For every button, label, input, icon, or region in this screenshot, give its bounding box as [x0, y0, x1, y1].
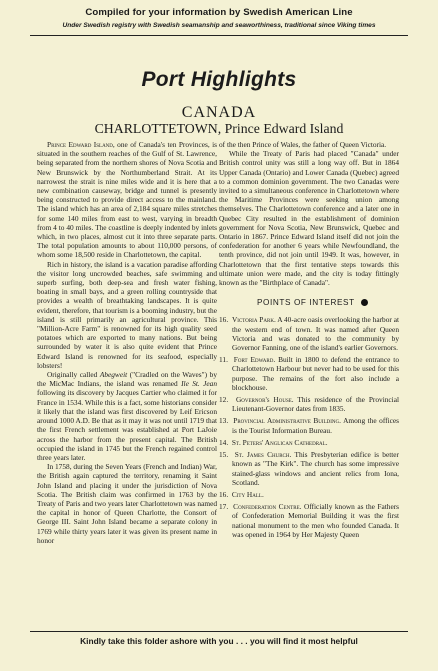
right-column [219, 140, 399, 542]
poi-item [219, 416, 399, 434]
poi-text: Officially known as the Fathers of Confederation Memorial Building it was the first national monument to the men who founded Canada. It was opened in 1964 by Her Majesty Queen [232, 502, 400, 539]
poi-name: St. James Church. [234, 450, 292, 460]
poi-name: St. Peters' Anglican Cathedral. [231, 437, 328, 447]
top-divider [30, 35, 408, 36]
poi-item [219, 315, 399, 352]
page-title: Port Highlights [141, 68, 297, 91]
poi-text: Built in 1800 to defend the entrance to Charlottetown Harbour but never had to be used for this purpose. The remains of the fort also include a blockhouse. [232, 355, 399, 392]
poi-text: A 40-acre oasis overlooking the harbor at the western end of town. It was named after Queen Victoria and was donated to the community by Governor Fanning, one of the island's earlier Governors. [232, 315, 399, 353]
poi-text: This Presbyterian edifice is better known as "The Kirk". The church has some impressive stained-glass windows and ancient relics from Iona, Scotland. [232, 450, 400, 487]
history-text-b: ("Cradled on the Waves") by the MicMac Indians, the island was renamed [37, 370, 218, 389]
poi-number: 15. [219, 450, 229, 460]
header-registry-line: Under Swedish registry with Swedish seamanship and seaworthiness, traditional since Viking times [62, 22, 376, 29]
poi-text: This residence of the Provincial Lieutenant-Governor dates from 1835. [232, 395, 400, 414]
confederation-paragraph: While the Treaty of Paris had placed "Canada" under British control unity was still a long way off. But in 1864 Upper Canada (Ontario) and Lower Canada (Quebec) agreed to a common dominion government. The two Canadas were invited to a simultaneous conference in Charlottetown where the Maritime Provinces were seeking union among themselves. The Charlottetown conference and a later one in Quebec City resulted in the establishment of dominion government for Nova Scotia, New Brunswick, Quebec and Ontario in 1867. Prince Edward Island itself did not join the confederation for another 6 years while Newfoundland, the tenth province, did not join until 1949. It was, however, in Charlottetown that the first tentative steps towards this ultimate union were made, and the city is today fittingly known as the "Birthplace of Canada". [219, 149, 399, 288]
bottom-divider [30, 631, 408, 632]
continued-paragraph: of the then Prince of Wales, the father of Queen Victoria. [219, 140, 387, 149]
history-italic-b: Ile St. Jean [181, 379, 217, 389]
poi-text: Among the offices is the Tourist Information Bureau. [232, 416, 400, 435]
intro-lead: Prince Edward Island [47, 140, 113, 149]
poi-name: Victoria Park. [231, 315, 276, 325]
poi-item [219, 490, 399, 499]
poi-item [219, 502, 399, 539]
poi-item [219, 395, 399, 413]
poi-item [219, 355, 399, 392]
british-paragraph: In 1758, during the Seven Years (French and Indian) War, the British again captured the territory, renaming it Saint John Island and placing it under the jurisdiction of Nova Scotia. The British claim was confirmed in 1763 by the Treaty of Paris and two years later Charlottetown was named the capital in honor of Queen Charlotte, the Consort of George III. Saint John Island became a separate colony in 1769 while thirty years later it was given its present name in honor [37, 462, 217, 545]
poi-item [219, 438, 399, 447]
history-text-c: following its discovery by Jacques Cartier who claimed it for France in 1534. While this is a fact, some historians consider it likely that the island was first discovered by Leif Ericson around 1000 A.D. Be that as it may it was not until 1719 that the first French settlement was established at Port LaJoie across the harbor from the present capital. The British occupied the island in 1745 but the French regained control three years later. [37, 388, 217, 462]
poi-name: Fort Edward. [233, 355, 276, 365]
poi-name: Governor's House. [235, 395, 294, 405]
intro-text: , one of Canada's ten Provinces, is situated in the southern reaches of the Gulf of St. Lawrence, being separated from the northern shores of Nova Scotia and New Brunswick by the Northumberland Strait. At its narrowest the strait is nine miles wide and it is here that a new combination causeway, bridge and tunnel is presently being constructed to provide direct access to the mainland. The island which has an area of 2,184 square miles stretches for some 140 miles from east to west, varying in breadth from 4 to 40 miles. The coastline is deeply indented by inlets which, in two places, almost cut it into three separate parts. The total population amounts to about 110,000 persons, of whom some 18,500 reside in Charlottetown, the capital. [37, 140, 217, 260]
footer-note: Kindly take this folder ashore with you . . . you will find it most helpful [80, 636, 358, 646]
poi-number: 16. [219, 315, 229, 325]
poi-heading-text: POINTS OF INTEREST [257, 298, 355, 308]
poi-name: Provincial Administrative Building. [233, 416, 341, 426]
poi-number: 12. [219, 395, 229, 405]
poi-number: 11. [219, 355, 228, 365]
country-heading: CANADA [181, 104, 257, 121]
poi-heading [219, 298, 399, 307]
poi-number: 16. [219, 489, 229, 499]
city-heading: CHARLOTTETOWN, Prince Edward Island [94, 121, 344, 136]
history-paragraph [37, 370, 217, 462]
header-compiled-line: Compiled for your information by Swedish American Line [85, 7, 353, 18]
left-column [37, 140, 217, 545]
bullet-dot-icon [361, 299, 368, 306]
poi-item [219, 450, 399, 487]
intro-paragraph [37, 140, 217, 260]
poi-name: City Hall. [231, 489, 264, 499]
history-italic-a: Abegweit [99, 370, 128, 380]
poi-name: Confederation Centre. [233, 502, 302, 512]
poi-number: 17. [219, 502, 229, 512]
poi-number: 14. [219, 437, 229, 447]
tourism-paragraph: Rich in history, the island is a vacation paradise affording the visitor long uncrowded beaches, safe swimming and superb surfing, both deep-sea and fresh water fishing, boating in small bays, and a green rolling countryside that provides a wealth of breathtaking landscapes. It is quite evident, therefore, that tourism is a booming industry, but the island is still primarily an agricultural province. This "Million-Acre Farm" is renowned for its high quality seed potatoes which are exported to many nations. But being surrounded by water it is also quite evident that Prince Edward Island is renowned for its seafood, especially lobsters! [37, 259, 217, 370]
poi-number: 13. [219, 416, 229, 426]
history-text-a: Originally called [47, 370, 100, 380]
